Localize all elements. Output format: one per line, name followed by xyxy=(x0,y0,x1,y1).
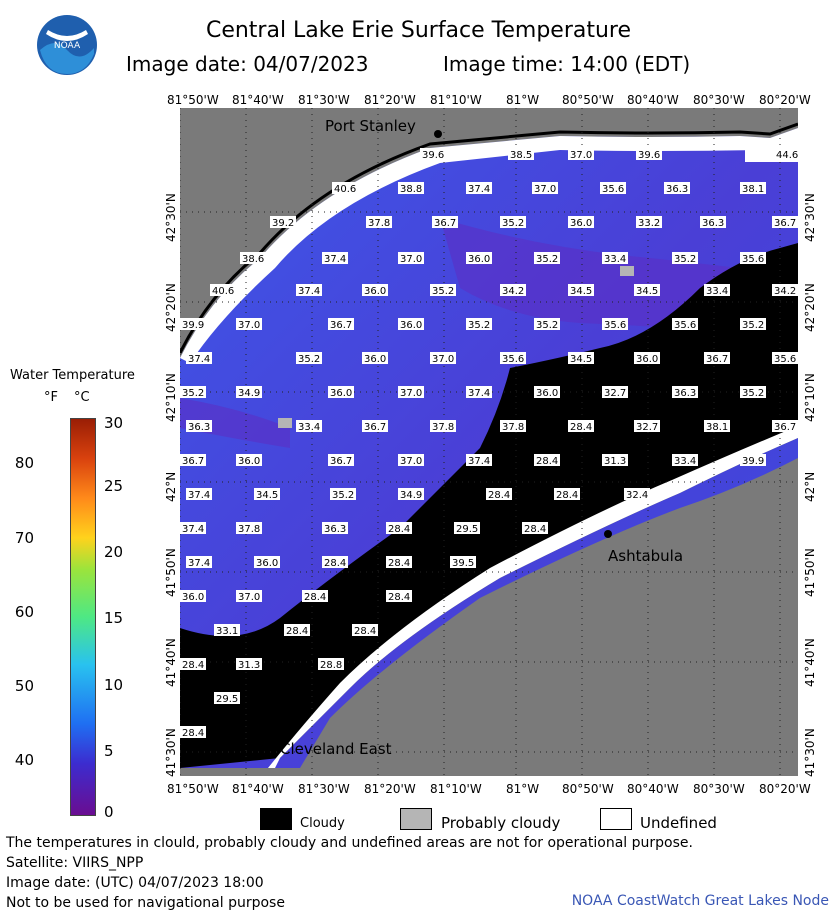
temperature-label-text: 36.3 xyxy=(702,218,725,229)
temperature-label xyxy=(672,318,698,331)
lon-tick-bottom: 80°30'W xyxy=(693,782,745,796)
lake-temperature-map xyxy=(180,108,798,776)
temperature-label xyxy=(430,284,456,297)
lat-tick-left: 42°30'N xyxy=(164,193,178,242)
temperature-label-text: 36.0 xyxy=(364,286,387,297)
temperature-label-text: 35.6 xyxy=(742,254,765,265)
footer-satellite: Satellite: VIIRS_NPP xyxy=(6,855,144,871)
temperature-label xyxy=(534,386,560,399)
temperature-label-text: 37.0 xyxy=(238,320,261,331)
temperature-label-text: 28.4 xyxy=(354,626,377,637)
temperature-label xyxy=(398,454,424,467)
temperature-label xyxy=(432,216,458,229)
temperature-label xyxy=(466,454,492,467)
temperature-label xyxy=(386,590,412,603)
temperature-label-text: 37.8 xyxy=(502,422,525,433)
temperature-label xyxy=(772,284,798,297)
temperature-label xyxy=(214,692,240,705)
temperature-label-text: 35.2 xyxy=(536,254,559,265)
lon-tick-bottom: 81°20'W xyxy=(364,782,416,796)
temperature-label xyxy=(568,148,594,161)
lon-tick-top: 80°40'W xyxy=(627,93,679,107)
temperature-label-text: 37.0 xyxy=(238,592,261,603)
temperature-label-text: 34.9 xyxy=(238,388,261,399)
temperature-label xyxy=(236,590,262,603)
footer-disclaimer: The temperatures in clould, probably cloudy and undefined areas are not for operational purpose. xyxy=(6,835,693,851)
temperature-label-text: 36.7 xyxy=(774,218,797,229)
temperature-label-text: 36.3 xyxy=(324,524,347,535)
temperature-label-text: 37.4 xyxy=(468,388,491,399)
temperature-label xyxy=(704,352,730,365)
temperature-label-text: 28.4 xyxy=(570,422,593,433)
temperature-label xyxy=(270,216,296,229)
temperature-label xyxy=(186,352,212,365)
temperature-label xyxy=(568,352,594,365)
lat-tick-right: 42°10'N xyxy=(803,373,817,422)
temperature-label-text: 37.4 xyxy=(468,456,491,467)
temperature-label xyxy=(398,488,424,501)
lon-tick-bottom: 81°50'W xyxy=(167,782,219,796)
temperature-label-text: 37.4 xyxy=(468,184,491,195)
temperature-label xyxy=(180,386,206,399)
temperature-label xyxy=(634,420,660,433)
temperature-label xyxy=(664,182,690,195)
temperature-label xyxy=(634,352,660,365)
temperature-label xyxy=(328,454,354,467)
temperature-label-text: 35.6 xyxy=(674,320,697,331)
place-label-ashtabula: Ashtabula xyxy=(608,547,684,565)
temperature-label-text: 40.6 xyxy=(334,184,357,195)
temperature-label-text: 28.4 xyxy=(556,490,579,501)
colorbar-f-tick: 80 xyxy=(14,454,34,472)
temperature-label-text: 33.1 xyxy=(216,626,239,637)
temperature-label-text: 34.2 xyxy=(502,286,525,297)
lon-tick-top: 81°20'W xyxy=(364,93,416,107)
temperature-label xyxy=(322,522,348,535)
temperature-label-text: 35.2 xyxy=(468,320,491,331)
probably-cloudy-patch xyxy=(278,418,292,428)
temperature-label xyxy=(236,522,262,535)
lon-tick-bottom: 81°10'W xyxy=(430,782,482,796)
lon-tick-top: 81°30'W xyxy=(298,93,350,107)
legend-label-probably-cloudy: Probably cloudy xyxy=(441,814,561,832)
temperature-label-text: 28.4 xyxy=(286,626,309,637)
footer-nav-warning: Not to be used for navigational purpose xyxy=(6,895,285,911)
temperature-label-text: 36.7 xyxy=(434,218,457,229)
temperature-label-text: 36.7 xyxy=(182,456,205,467)
temperature-label-text: 35.2 xyxy=(502,218,525,229)
temperature-label xyxy=(774,148,798,161)
temperature-label-text: 38.1 xyxy=(742,184,765,195)
temperature-label-text: 35.2 xyxy=(332,490,355,501)
temperature-label-text: 37.8 xyxy=(432,422,455,433)
temperature-label-text: 28.4 xyxy=(524,524,547,535)
colorbar-f-tick: 70 xyxy=(14,529,34,547)
temperature-label xyxy=(240,252,266,265)
temperature-label-text: 34.9 xyxy=(400,490,423,501)
temperature-label xyxy=(500,352,526,365)
temperature-label-text: 28.4 xyxy=(388,558,411,569)
temperature-label xyxy=(568,216,594,229)
temperature-label-text: 37.0 xyxy=(400,388,423,399)
temperature-label xyxy=(254,556,280,569)
temperature-label-text: 36.3 xyxy=(188,422,211,433)
temperature-label-text: 36.3 xyxy=(666,184,689,195)
temperature-label-text: 34.5 xyxy=(570,286,593,297)
lat-tick-left: 42°N xyxy=(164,471,178,502)
temperature-label-text: 35.2 xyxy=(674,254,697,265)
colorbar-c-tick: 20 xyxy=(104,543,124,561)
temperature-label-text: 28.4 xyxy=(388,592,411,603)
temperature-label-text: 28.4 xyxy=(304,592,327,603)
temperature-label xyxy=(624,488,650,501)
temperature-label xyxy=(522,522,548,535)
temperature-label xyxy=(398,386,424,399)
temperature-label-text: 36.0 xyxy=(400,320,423,331)
temperature-label xyxy=(534,252,560,265)
colorbar-c-tick: 15 xyxy=(104,609,124,627)
temperature-label xyxy=(772,420,798,433)
temperature-label-text: 28.4 xyxy=(536,456,559,467)
temperature-label-text: 35.6 xyxy=(604,320,627,331)
temperature-label xyxy=(236,386,262,399)
temperature-label xyxy=(386,556,412,569)
temperature-label xyxy=(500,420,526,433)
temperature-label xyxy=(352,624,378,637)
colorbar-title: Water Temperature xyxy=(10,368,135,383)
temperature-label xyxy=(466,252,492,265)
temperature-label xyxy=(430,352,456,365)
colorbar-f-tick: 40 xyxy=(14,751,34,769)
temperature-label-text: 36.0 xyxy=(536,388,559,399)
temperature-label-text: 35.6 xyxy=(774,354,797,365)
temperature-label-text: 33.4 xyxy=(604,254,627,265)
temperature-label xyxy=(302,590,328,603)
temperature-label-text: 37.8 xyxy=(368,218,391,229)
lat-tick-left: 42°10'N xyxy=(164,373,178,422)
temperature-label xyxy=(568,284,594,297)
temperature-label-text: 35.2 xyxy=(432,286,455,297)
lon-tick-bottom: 80°40'W xyxy=(627,782,679,796)
temperature-label xyxy=(740,386,766,399)
temperature-label xyxy=(186,420,212,433)
temperature-label xyxy=(466,386,492,399)
temperature-label-text: 39.2 xyxy=(272,218,295,229)
temperature-label xyxy=(362,420,388,433)
temperature-label xyxy=(328,386,354,399)
temperature-label xyxy=(362,352,388,365)
temperature-label-text: 33.2 xyxy=(638,218,661,229)
temperature-label xyxy=(772,352,798,365)
temperature-label-text: 36.0 xyxy=(256,558,279,569)
temperature-label xyxy=(330,488,356,501)
temperature-label xyxy=(236,454,262,467)
temperature-label xyxy=(180,590,206,603)
temperature-label xyxy=(362,284,388,297)
temperature-label-text: 35.6 xyxy=(602,184,625,195)
lon-tick-top: 81°50'W xyxy=(167,93,219,107)
temperature-label xyxy=(534,318,560,331)
temperature-label-text: 36.7 xyxy=(364,422,387,433)
lon-tick-top: 80°50'W xyxy=(562,93,614,107)
lat-tick-right: 42°N xyxy=(803,471,817,502)
lon-tick-top: 80°20'W xyxy=(759,93,811,107)
temperature-label xyxy=(600,182,626,195)
temperature-label-text: 29.5 xyxy=(216,694,239,705)
lon-tick-top: 81°W xyxy=(506,93,540,107)
temperature-label xyxy=(740,252,766,265)
city-marker-port-stanley xyxy=(434,130,442,138)
temperature-label xyxy=(318,658,344,671)
temperature-label-text: 36.7 xyxy=(706,354,729,365)
temperature-label-text: 36.0 xyxy=(468,254,491,265)
temperature-colorbar xyxy=(70,418,96,816)
colorbar-f-tick: 60 xyxy=(14,603,34,621)
legend-swatch-probably-cloudy xyxy=(400,808,432,830)
temperature-label-text: 33.4 xyxy=(706,286,729,297)
temperature-label xyxy=(430,420,456,433)
temperature-label xyxy=(672,252,698,265)
lon-tick-bottom: 81°30'W xyxy=(298,782,350,796)
temperature-label-text: 28.4 xyxy=(182,660,205,671)
temperature-label xyxy=(704,284,730,297)
lat-tick-right: 41°30'N xyxy=(803,728,817,777)
temperature-label-text: 36.3 xyxy=(674,388,697,399)
temperature-label-text: 32.7 xyxy=(636,422,659,433)
temperature-label xyxy=(500,216,526,229)
temperature-label xyxy=(554,488,580,501)
colorbar-c-tick: 10 xyxy=(104,676,124,694)
temperature-label xyxy=(236,318,262,331)
temperature-label-text: 34.2 xyxy=(774,286,797,297)
temperature-label-text: 37.4 xyxy=(188,558,211,569)
temperature-label-text: 39.6 xyxy=(422,150,445,161)
temperature-label-text: 36.0 xyxy=(570,218,593,229)
temperature-label-text: 37.4 xyxy=(188,354,211,365)
temperature-label xyxy=(284,624,310,637)
image-time: Image time: 14:00 (EDT) xyxy=(443,52,691,76)
colorbar-c-tick: 5 xyxy=(104,742,114,760)
temperature-label-text: 37.0 xyxy=(534,184,557,195)
temperature-label-text: 36.0 xyxy=(182,592,205,603)
colorbar-unit-f: °F xyxy=(44,390,58,405)
temperature-label-text: 28.4 xyxy=(488,490,511,501)
temperature-label-text: 37.0 xyxy=(570,150,593,161)
temperature-label-text: 28.4 xyxy=(388,524,411,535)
colorbar-c-tick: 30 xyxy=(104,414,124,432)
place-label-cleveland-east: Cleveland East xyxy=(280,740,392,758)
city-marker-ashtabula xyxy=(604,530,612,538)
temperature-label-text: 38.5 xyxy=(510,150,533,161)
temperature-label xyxy=(568,420,594,433)
temperature-label xyxy=(636,216,662,229)
temperature-label xyxy=(180,658,206,671)
temperature-label-text: 36.0 xyxy=(364,354,387,365)
footer-utc-date: Image date: (UTC) 04/07/2023 18:00 xyxy=(6,875,264,891)
temperature-label-text: 36.7 xyxy=(330,320,353,331)
temperature-label-text: 39.5 xyxy=(452,558,475,569)
temperature-label-text: 36.0 xyxy=(330,388,353,399)
temperature-label xyxy=(672,454,698,467)
temperature-label xyxy=(332,182,358,195)
temperature-label-text: 33.4 xyxy=(674,456,697,467)
temperature-label xyxy=(672,386,698,399)
temperature-label-text: 39.9 xyxy=(742,456,765,467)
lat-tick-left: 42°20'N xyxy=(164,283,178,332)
temperature-label xyxy=(634,284,660,297)
temperature-label-text: 36.7 xyxy=(774,422,797,433)
temperature-label-text: 37.4 xyxy=(298,286,321,297)
temperature-label xyxy=(398,318,424,331)
temperature-label-text: 37.4 xyxy=(182,524,205,535)
temperature-label-text: 37.0 xyxy=(432,354,455,365)
legend-swatch-undefined xyxy=(600,808,632,830)
temperature-label-text: 35.2 xyxy=(742,320,765,331)
temperature-label-text: 38.1 xyxy=(706,422,729,433)
colorbar-unit-c: °C xyxy=(74,390,90,405)
temperature-label xyxy=(386,522,412,535)
temperature-label xyxy=(466,182,492,195)
temperature-label-text: 35.2 xyxy=(298,354,321,365)
temperature-label xyxy=(508,148,534,161)
temperature-label xyxy=(454,522,480,535)
temperature-label-text: 35.2 xyxy=(742,388,765,399)
lon-tick-top: 81°10'W xyxy=(430,93,482,107)
legend-label-cloudy: Cloudy xyxy=(300,816,345,831)
temperature-label xyxy=(366,216,392,229)
temperature-label-text: 28.4 xyxy=(324,558,347,569)
temperature-label xyxy=(214,624,240,637)
temperature-label-text: 33.4 xyxy=(298,422,321,433)
lon-tick-bottom: 81°40'W xyxy=(232,782,284,796)
temperature-label xyxy=(740,318,766,331)
temperature-label xyxy=(602,318,628,331)
colorbar-c-tick: 0 xyxy=(104,803,114,821)
temperature-label xyxy=(186,556,212,569)
temperature-label xyxy=(700,216,726,229)
temperature-label xyxy=(740,182,766,195)
temperature-label xyxy=(602,252,628,265)
footer-credit: NOAA CoastWatch Great Lakes Node xyxy=(571,893,829,909)
temperature-label xyxy=(322,556,348,569)
temperature-label xyxy=(180,522,206,535)
temperature-label xyxy=(420,148,446,161)
temperature-label-text: 37.4 xyxy=(324,254,347,265)
temperature-label xyxy=(236,658,262,671)
temperature-label xyxy=(186,488,212,501)
temperature-label xyxy=(322,252,348,265)
temperature-label-text: 40.6 xyxy=(212,286,235,297)
temperature-label xyxy=(534,454,560,467)
temperature-label-text: 36.0 xyxy=(636,354,659,365)
temperature-label-text: 39.9 xyxy=(182,320,205,331)
legend-label-undefined: Undefined xyxy=(640,814,717,832)
lon-tick-bottom: 80°50'W xyxy=(562,782,614,796)
temperature-label-text: 34.5 xyxy=(256,490,279,501)
temperature-label-text: 31.3 xyxy=(238,660,261,671)
probably-cloudy-patch xyxy=(620,266,634,276)
lat-tick-right: 42°30'N xyxy=(803,193,817,242)
temperature-label xyxy=(500,284,526,297)
lat-tick-left: 41°50'N xyxy=(164,548,178,597)
temperature-label xyxy=(602,386,628,399)
temperature-label-text: 31.3 xyxy=(604,456,627,467)
temperature-label xyxy=(180,726,206,739)
temperature-label-text: 35.2 xyxy=(182,388,205,399)
temperature-label-text: 36.0 xyxy=(238,456,261,467)
temperature-label xyxy=(772,216,798,229)
colorbar-f-tick: 50 xyxy=(14,677,34,695)
temperature-label xyxy=(398,182,424,195)
temperature-label xyxy=(636,148,662,161)
temperature-label-text: 36.7 xyxy=(330,456,353,467)
temperature-label xyxy=(296,284,322,297)
temperature-label xyxy=(398,252,424,265)
lon-tick-top: 81°40'W xyxy=(232,93,284,107)
temperature-label xyxy=(296,420,322,433)
temperature-label xyxy=(450,556,476,569)
temperature-label-text: 29.5 xyxy=(456,524,479,535)
temperature-label xyxy=(704,420,730,433)
temperature-label xyxy=(532,182,558,195)
temperature-label-text: 38.8 xyxy=(400,184,423,195)
temperature-label-text: 34.5 xyxy=(636,286,659,297)
temperature-label-text: 37.4 xyxy=(188,490,211,501)
temperature-label-text: 34.5 xyxy=(570,354,593,365)
legend-swatch-cloudy xyxy=(260,808,292,830)
lat-tick-right: 41°40'N xyxy=(803,638,817,687)
colorbar-c-tick: 25 xyxy=(104,477,124,495)
lat-tick-left: 41°30'N xyxy=(164,728,178,777)
place-label-port-stanley: Port Stanley xyxy=(325,117,416,135)
temperature-label-text: 38.6 xyxy=(242,254,265,265)
logo-text: NOAA xyxy=(53,41,81,51)
map-title: Central Lake Erie Surface Temperature xyxy=(205,18,632,43)
temperature-label xyxy=(180,318,206,331)
lon-tick-top: 80°30'W xyxy=(693,93,745,107)
temperature-label xyxy=(740,454,766,467)
temperature-label-text: 37.0 xyxy=(400,456,423,467)
temperature-label-text: 35.6 xyxy=(502,354,525,365)
temperature-label xyxy=(296,352,322,365)
lat-tick-right: 42°20'N xyxy=(803,283,817,332)
temperature-label xyxy=(466,318,492,331)
temperature-label-text: 32.7 xyxy=(604,388,627,399)
temperature-label-text: 28.8 xyxy=(320,660,343,671)
temperature-label-text: 37.0 xyxy=(400,254,423,265)
temperature-label xyxy=(486,488,512,501)
lon-tick-bottom: 80°20'W xyxy=(759,782,811,796)
temperature-label-text: 37.8 xyxy=(238,524,261,535)
temperature-label xyxy=(180,454,206,467)
temperature-label xyxy=(254,488,280,501)
lat-tick-left: 41°40'N xyxy=(164,638,178,687)
temperature-label-text: 44.6 xyxy=(776,150,798,161)
temperature-label xyxy=(602,454,628,467)
image-date: Image date: 04/07/2023 xyxy=(126,52,369,76)
temperature-label-text: 35.2 xyxy=(536,320,559,331)
temperature-label-text: 39.6 xyxy=(638,150,661,161)
temperature-label xyxy=(210,284,236,297)
lat-tick-right: 41°50'N xyxy=(803,548,817,597)
temperature-label xyxy=(328,318,354,331)
temperature-label-text: 28.4 xyxy=(182,728,205,739)
temperature-label-text: 32.4 xyxy=(626,490,649,501)
lon-tick-bottom: 81°W xyxy=(506,782,540,796)
